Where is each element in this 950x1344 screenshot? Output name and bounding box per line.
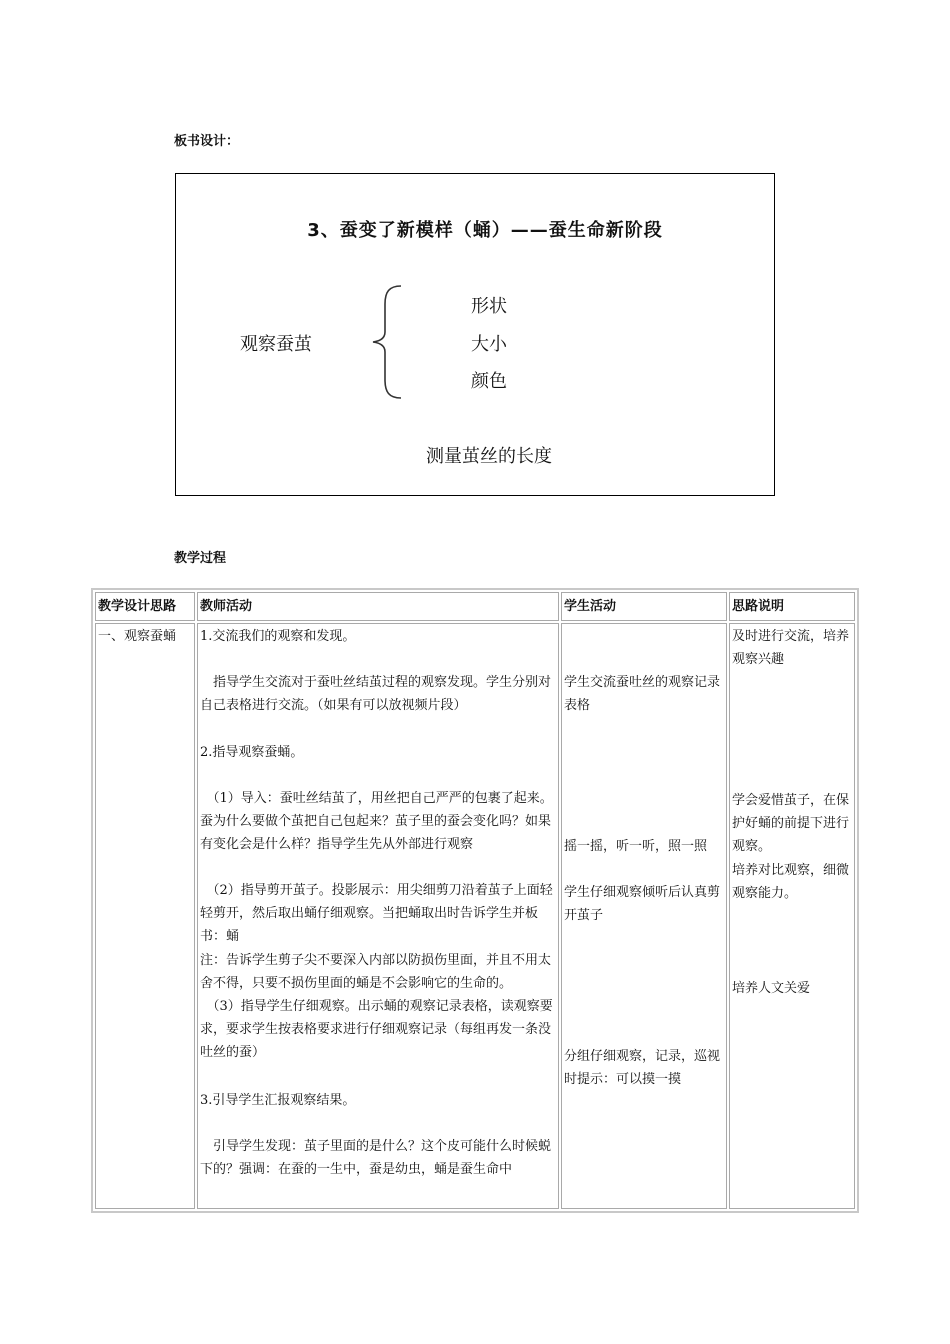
board-title: 3、蚕变了新模样（蛹）——蚕生命新阶段	[307, 220, 663, 241]
teacher-step-2-1: （1）导入：蚕吐丝结茧了，用丝把自己严严的包裹了起来。蚕为什么要做个茧把自己包起来？茧子里的蚕会变化吗？如果有变化会是什么样？指导学生先从外部进行观察	[200, 791, 553, 852]
teacher-step-3-detail: 引导学生发现：茧子里面的是什么？这个皮可能什么时候蜕下的？强调：在蚕的一生中，蚕是幼虫，蛹是蚕生命中	[200, 1139, 552, 1177]
header-notes: 思路说明	[729, 592, 855, 621]
student-activity-4: 分组仔细观察，记录，巡视时提示：可以摸一摸	[564, 1049, 721, 1087]
note-2: 学会爱惜茧子，在保护好蛹的前提下进行观察。	[732, 793, 850, 854]
header-teacher-activity: 教师活动	[197, 592, 559, 621]
teacher-activity-cell	[197, 623, 559, 1209]
table-header-row	[95, 592, 855, 621]
header-student-activity: 学生活动	[561, 592, 727, 621]
student-activity-3: 学生仔细观察倾听后认真剪开茧子	[564, 885, 721, 923]
design-idea-text: 一、观察蚕蛹	[98, 629, 177, 644]
teacher-step-1-detail: 指导学生交流对于蚕吐丝结茧过程的观察发现。学生分别对自己表格进行交流。（如果有可以放视频片段）	[200, 675, 552, 713]
student-activity-2: 摇一摇，听一听，照一照	[564, 839, 708, 854]
header-design-idea: 教学设计思路	[95, 592, 195, 621]
student-activity-cell	[561, 623, 727, 1209]
teacher-note: 注：告诉学生剪子尖不要深入内部以防损伤里面，并且不用太舍不得，只要不损伤里面的蛹是不会影响它的生命的。	[200, 953, 552, 991]
board-design-box	[175, 173, 775, 496]
note-3: 培养对比观察，细微观察能力。	[732, 863, 850, 901]
board-item-shape: 形状	[471, 296, 507, 317]
process-table	[91, 588, 859, 1213]
teacher-step-2-2: （2）指导剪开茧子。投影展示：用尖细剪刀沿着茧子上面轻轻剪开，然后取出蛹仔细观察。当把蛹取出时告诉学生并板书：蛹	[200, 883, 553, 944]
teacher-step-3: 3.引导学生汇报观察结果。	[200, 1093, 356, 1108]
process-heading: 教学过程	[174, 551, 227, 566]
board-measure-text: 测量茧丝的长度	[426, 446, 552, 467]
notes-cell	[729, 623, 855, 1209]
table-row	[95, 623, 855, 1209]
note-4: 培养人文关爱	[732, 981, 811, 996]
board-observe-label: 观察蚕茧	[240, 334, 312, 355]
design-idea-cell	[95, 623, 195, 1209]
note-1: 及时进行交流，培养观察兴趣	[732, 629, 850, 667]
board-item-color: 颜色	[471, 371, 507, 392]
teacher-step-2: 2.指导观察蚕蛹。	[200, 745, 304, 760]
board-item-size: 大小	[471, 334, 507, 355]
curly-brace-icon	[371, 284, 411, 400]
teacher-step-2-3: （3）指导学生仔细观察。出示蛹的观察记录表格，读观察要求，要求学生按表格要求进行仔细观察记录（每组再发一条没吐丝的蚕）	[200, 999, 553, 1060]
board-design-heading: 板书设计：	[174, 134, 240, 149]
student-activity-1: 学生交流蚕吐丝的观察记录表格	[564, 675, 721, 713]
teacher-step-1: 1.交流我们的观察和发现。	[200, 629, 356, 644]
